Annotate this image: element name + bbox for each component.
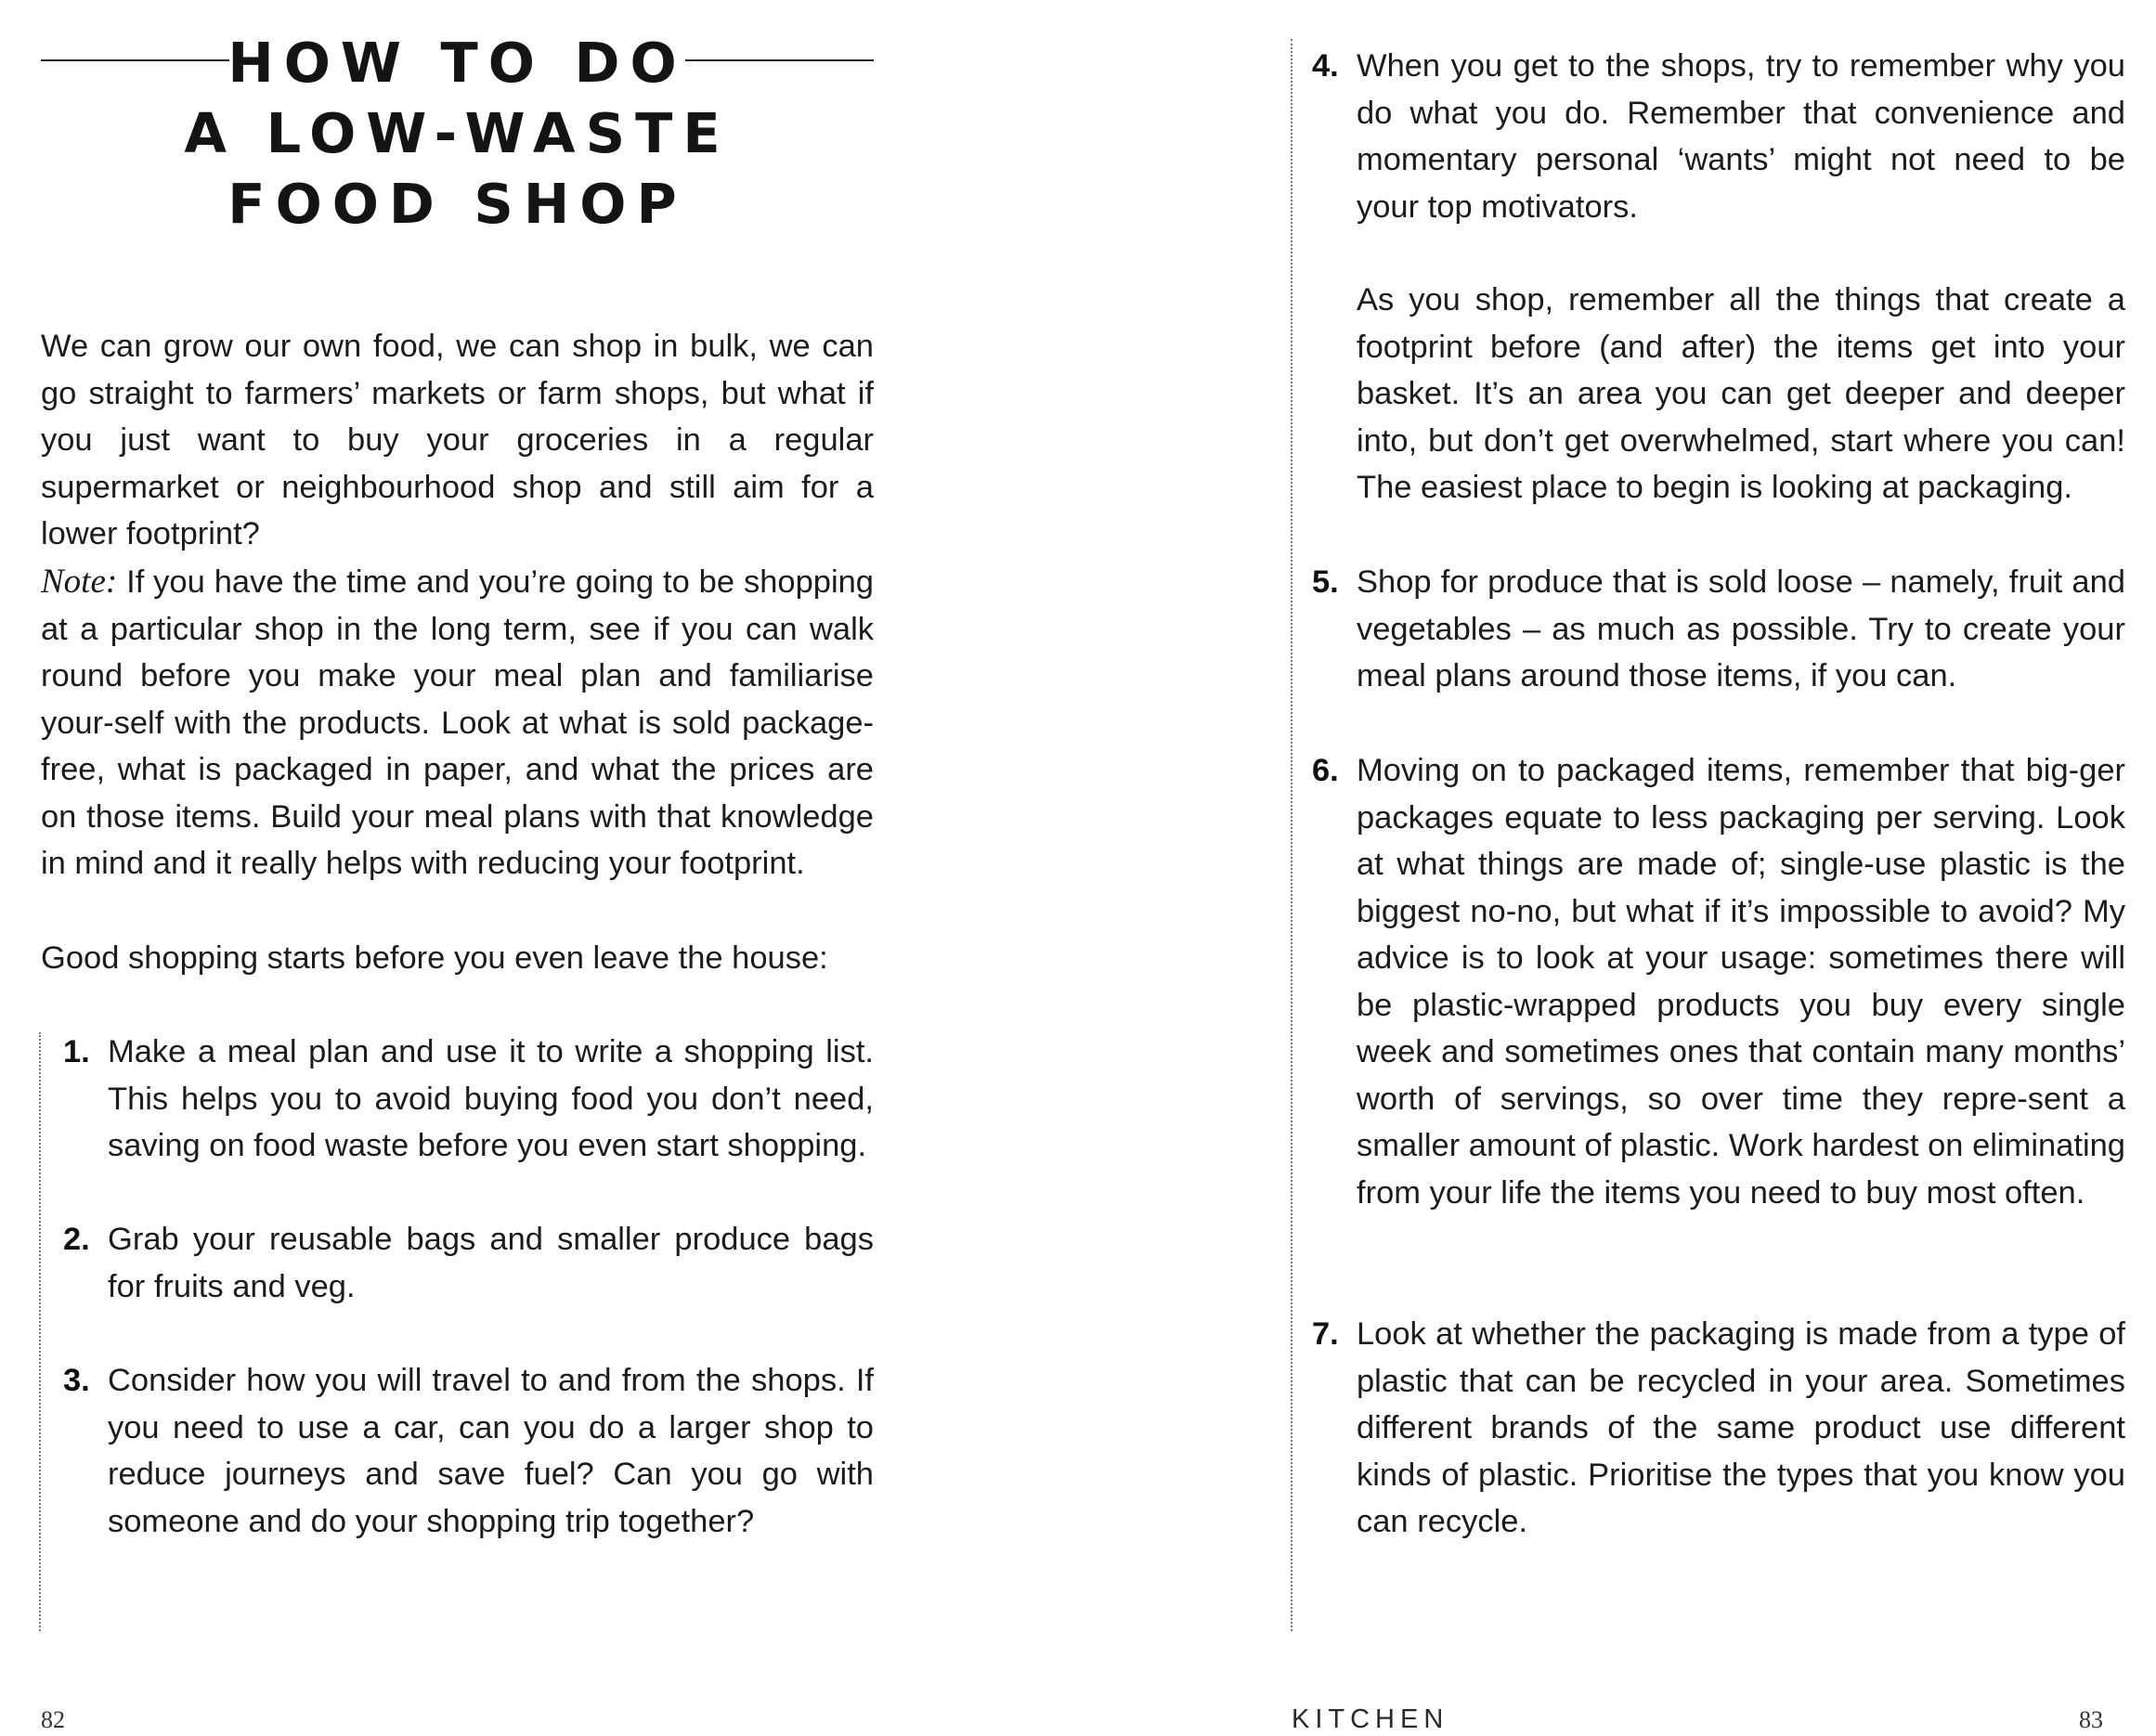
list-item-number: 1.	[63, 1034, 90, 1069]
list-item-text: Moving on to packaged items, remember that big-ger packages equate to less packaging per serving. Look at what things are made of; single-use plastic is the biggest no-no, but what if it’s impossible to avoid? My advice is to look at your usage: sometimes there will be plastic-wrapped products you buy every single week and sometimes ones that contain many months’ worth of servings, so over time they repre-sent a smaller amount of plastic. Work hardest on eliminating from your life the items you need to buy most often.	[1357, 753, 2125, 1211]
running-head: KITCHEN	[1292, 1704, 1449, 1734]
list-item-number: 7.	[1312, 1316, 1339, 1352]
list-item-number: 6.	[1312, 753, 1339, 788]
list-item-text: Consider how you will travel to and from the shops. If you need to use a car, can you do a larger shop to reduce journeys and save fuel? Can you go with someone and do your shopping trip together?	[108, 1363, 874, 1539]
title-line-1: HOW TO DO	[227, 31, 687, 95]
list-item	[63, 1029, 874, 1170]
list-item-number: 3.	[63, 1363, 90, 1398]
lead-in-paragraph: Good shopping starts before you even leave the house:	[41, 940, 828, 976]
intro-paragraph: We can grow our own food, we can shop in bulk, we can go straight to farmers’ markets or farm shops, but what if you just want to buy your groceries in a regular supermarket or neighbourhood shop and still aim for a lower footprint?	[41, 329, 874, 551]
list-dotted-rule	[1291, 39, 1292, 1631]
list-item-continuation: As you shop, remember all the things that create a footprint before (and after) the items get into your basket. It’s an area you can get deeper and deeper into, but don’t get overwhelmed, start where you can! The easiest place to begin is looking at packaging.	[1357, 282, 2125, 505]
list-dotted-rule	[39, 1032, 41, 1631]
list-item-text: Shop for produce that is sold loose – namely, fruit and vegetables – as much as possible. Try to create your meal plans around those items, if you can.	[1357, 564, 2125, 693]
list-item-text: Look at whether the packaging is made from a type of plastic that can be recycled in your area. Sometimes different brands of the same product use different kinds of plastic. Prioritise the types that you know you can recycle.	[1357, 1316, 2125, 1539]
list-item-text: Grab your reusable bags and smaller produce bags for fruits and veg.	[108, 1222, 874, 1304]
list-item	[1312, 43, 2125, 512]
note-label: Note:	[41, 563, 118, 601]
list-item	[1312, 1311, 2125, 1546]
page-number-left: 82	[41, 1706, 65, 1733]
list-item-text: When you get to the shops, try to remember why you do what you do. Remember that convenience and momentary personal ‘wants’ might not need to be your top motivators.	[1357, 48, 2125, 225]
page-number-right: 83	[2079, 1706, 2103, 1733]
list-item-text: Make a meal plan and use it to write a shopping list. This helps you to avoid buying food you don’t need, saving on food waste before you even start shopping.	[108, 1034, 874, 1163]
list-item-number: 5.	[1312, 564, 1339, 600]
list-item	[63, 1216, 874, 1310]
list-item-number: 4.	[1312, 48, 1339, 84]
list-item	[63, 1357, 874, 1545]
list-item	[1312, 559, 2125, 700]
note-paragraph	[41, 559, 874, 887]
chapter-title-block	[41, 28, 874, 241]
right-page	[1078, 0, 2156, 1736]
list-item	[1312, 747, 2125, 1216]
list-item-number: 2.	[63, 1222, 90, 1257]
note-text: If you have the time and you’re going to be shopping at a particular shop in the long term, see if you can walk round before you make your meal plan and familiarise your-self with the products. Look at what is sold package-free, what is packaged in paper, and what the prices are on those items. Build your meal plans with that knowledge in mind and it really helps with reducing your footprint.	[41, 564, 874, 881]
page-title	[41, 28, 874, 240]
title-line-2: A LOW-WASTE	[184, 101, 731, 165]
title-line-3: FOOD SHOP	[227, 172, 687, 236]
